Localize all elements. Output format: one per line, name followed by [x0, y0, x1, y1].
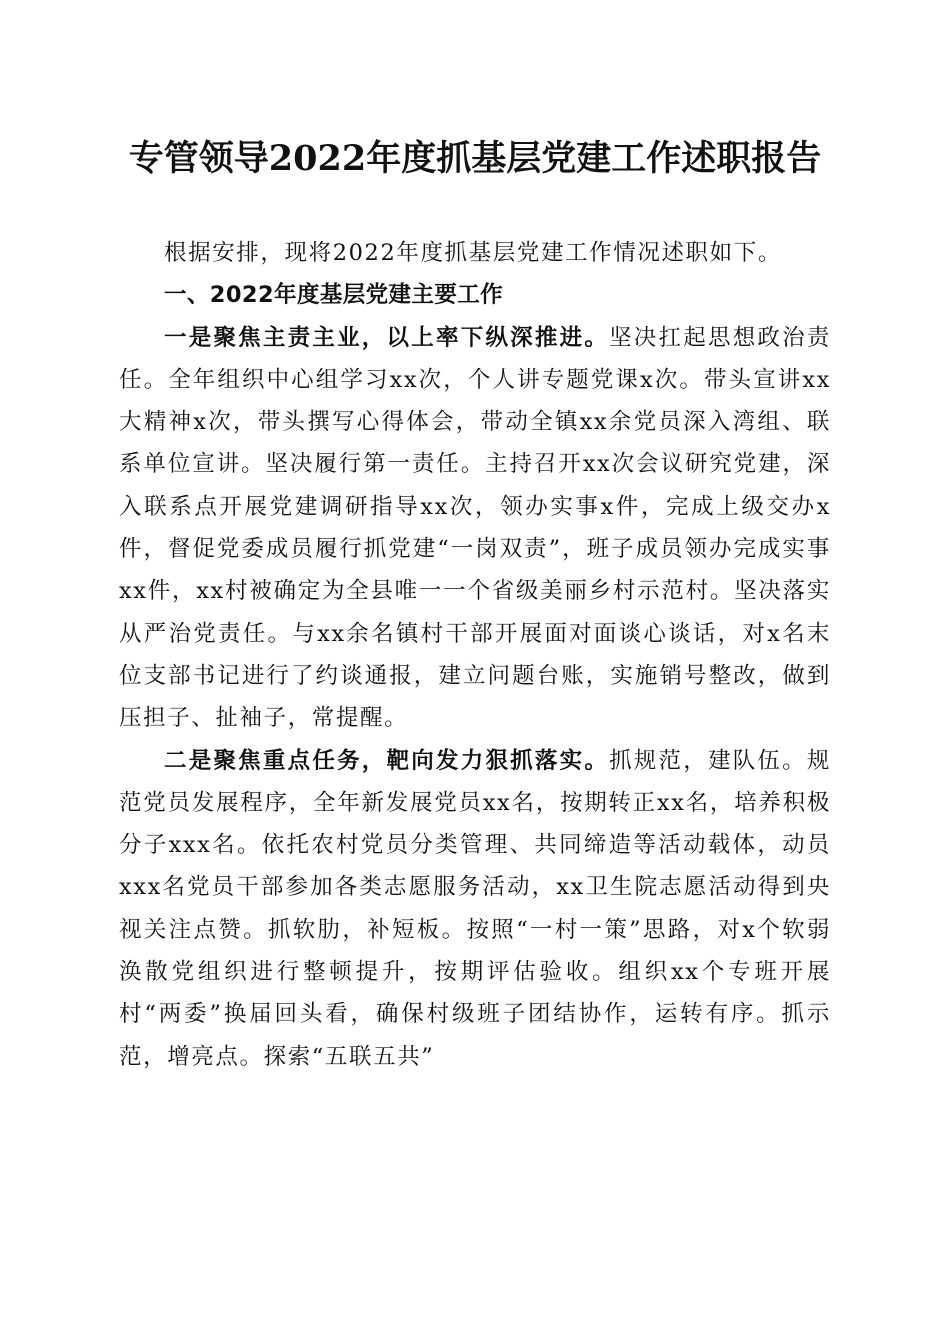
body-paragraph-2: [119, 740, 831, 1078]
document-title: 专管领导2022年度抓基层党建工作述职报告: [128, 138, 822, 179]
paragraph-lead: 一是聚焦主责主业，以上率下纵深推进。: [164, 324, 610, 351]
body-paragraph-1: [119, 317, 831, 740]
paragraph-lead: 二是聚焦重点任务，靶向发力狠抓落实。: [164, 747, 610, 774]
paragraph-text: 坚决扛起思想政治责任。全年组织中心组学习xx次，个人讲专题党课x次。带头宣讲xx大精神x次，带头撰写心得体会，带动全镇xx余党员深入湾组、联系单位宣讲。坚决履行第一责任。主持召开xx次会议研究党建，深入联系点开展党建调研指导xx次，领办实事x件，完成上级交办x件，督促党委成员履行抓党建“一岗双责”，班子成员领办完成实事xx件，xx村被确定为全县唯一一个省级美丽乡村示范村。坚决落实从严治党责任。与xx余名镇村干部开展面对面谈心谈话，对x名末位支部书记进行了约谈通报，建立问题台账，实施销号整改，做到压担子、扯袖子，常提醒。: [119, 324, 831, 732]
document-body: [119, 232, 831, 1078]
section-heading: 一、2022年度基层党建主要工作: [164, 282, 504, 309]
intro-paragraph: 根据安排，现将2022年度抓基层党建工作情况述职如下。: [164, 240, 782, 266]
paragraph-text: 抓规范，建队伍。规范党员发展程序，全年新发展党员xx名，按期转正xx名，培养积极分子xxx名。依托农村党员分类管理、共同缔造等活动载体，动员xxx名党员干部参加各类志愿服务活动，xx卫生院志愿活动得到央视关注点赞。抓软肋，补短板。按照“一村一策”思路，对x个软弱涣散党组织进行整顿提升，按期评估验收。组织xx个专班开展村“两委”换届回头看，确保村级班子团结协作，运转有序。抓示范，增亮点。探索“五联五共”: [119, 747, 831, 1070]
